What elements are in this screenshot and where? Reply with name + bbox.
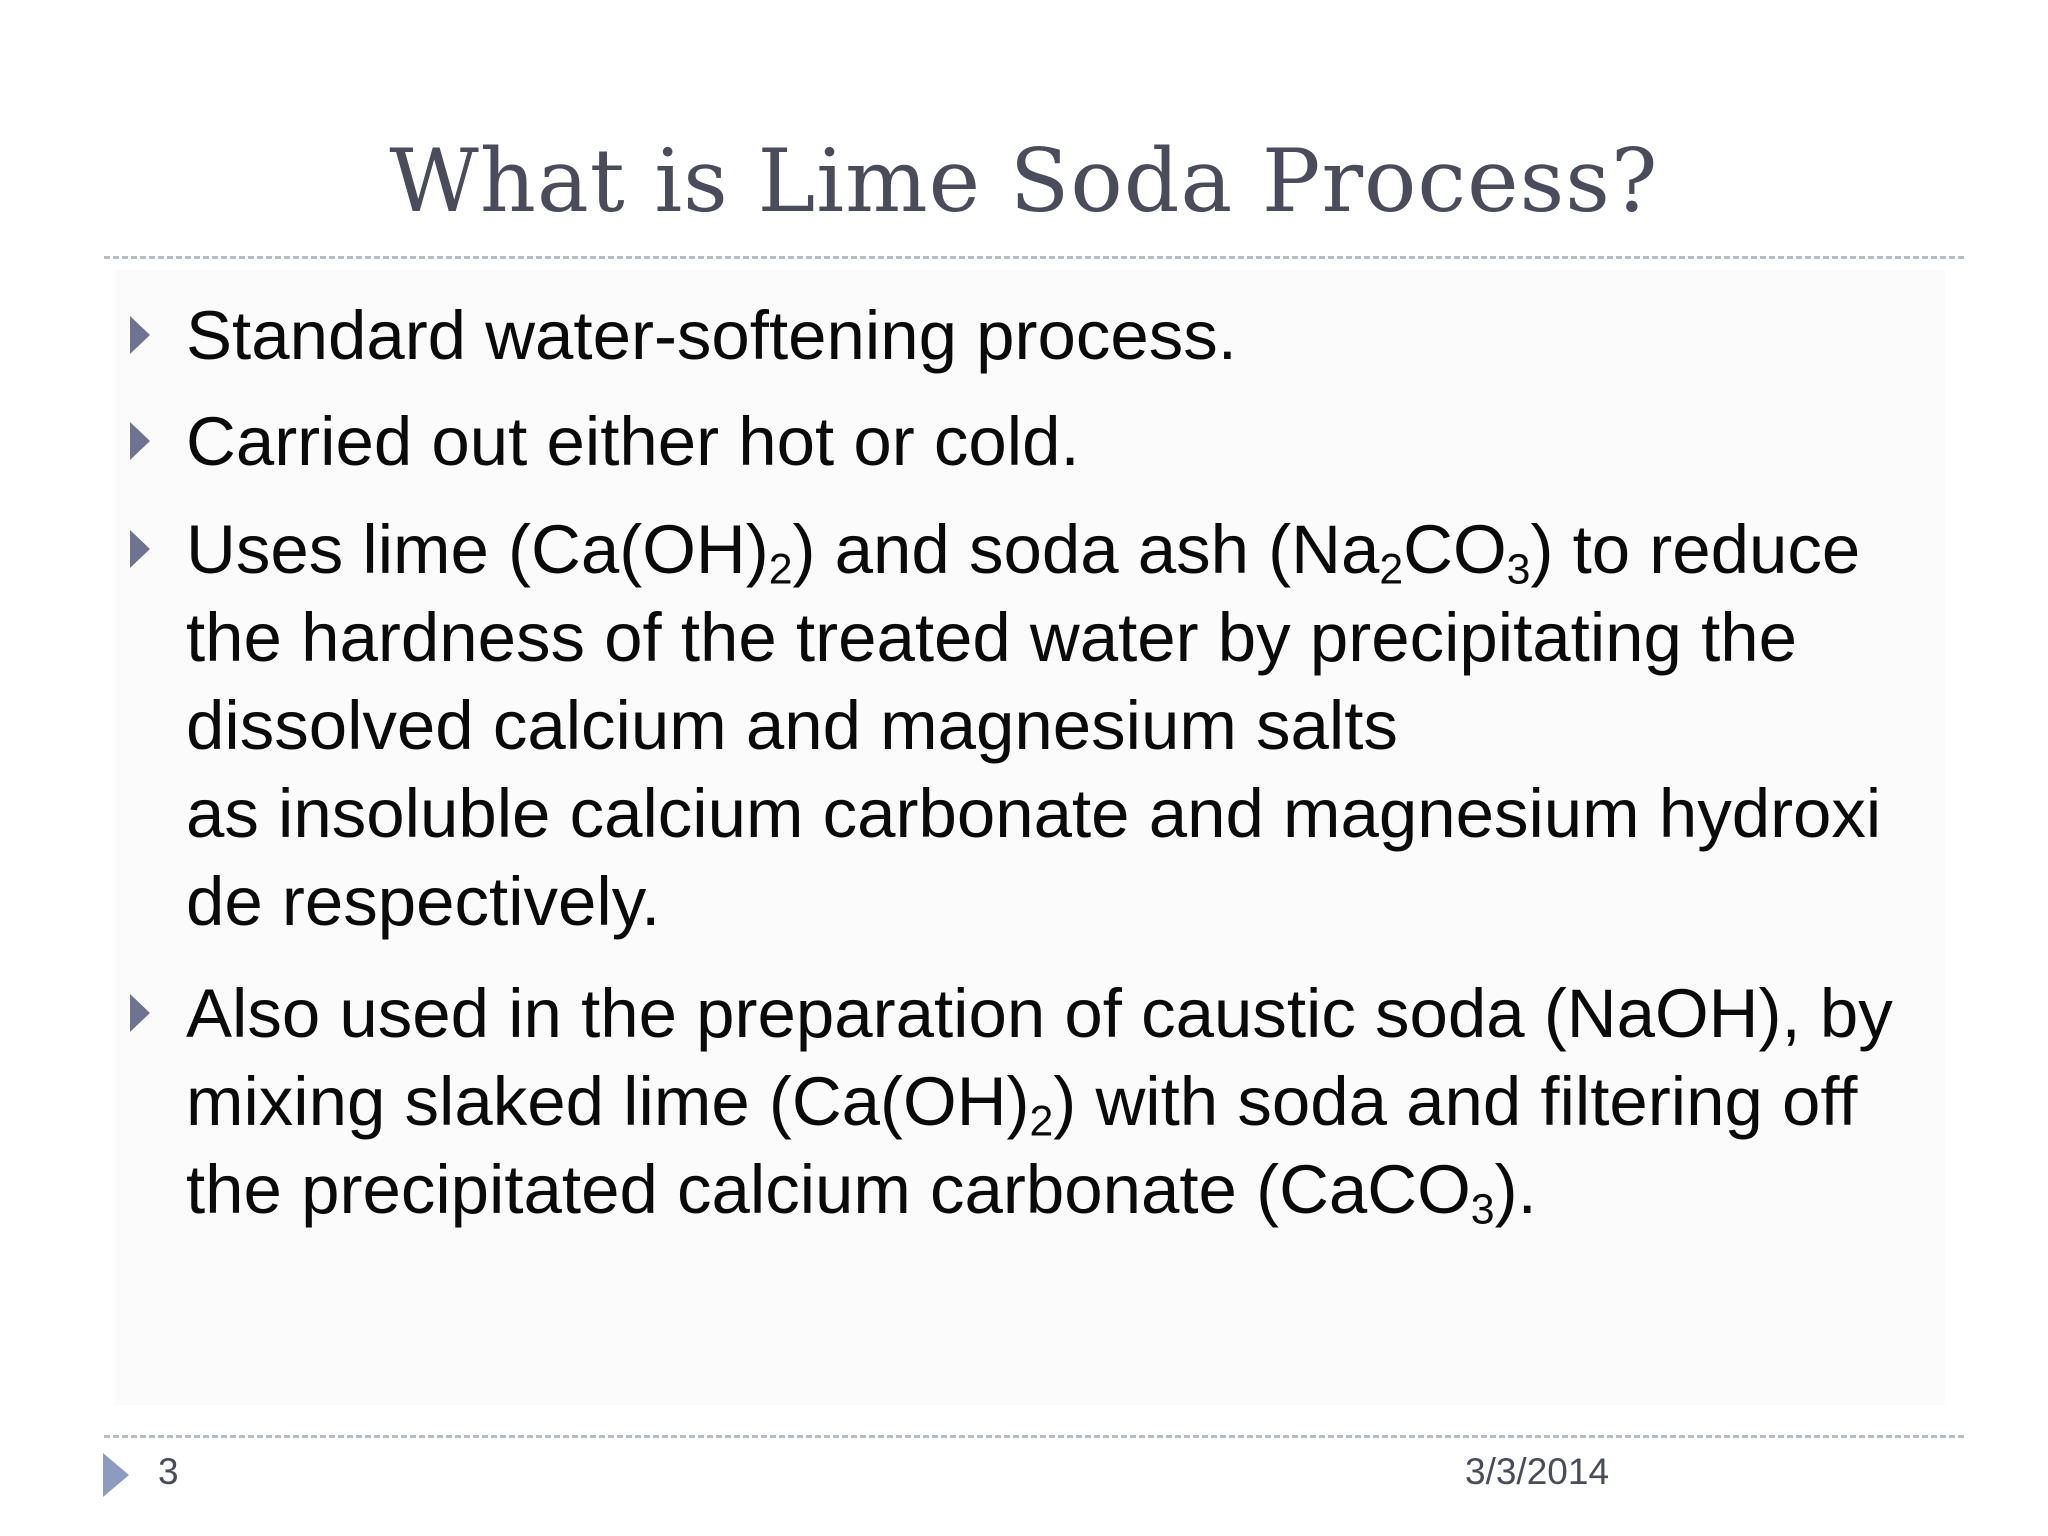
bullet-line: mixing slaked lime $(Ca(OH)_2)$ with soda and filtering off bbox=[186, 1063, 1858, 1146]
footer-arrow-icon bbox=[103, 1453, 129, 1497]
bullet-line: Standard water-softening process. bbox=[186, 297, 1237, 374]
bullet-line: as insoluble calcium carbonate and magnesium hydroxi bbox=[186, 775, 1882, 852]
subscript: 2 bbox=[1379, 545, 1404, 594]
subscript: 2 bbox=[1029, 1097, 1054, 1146]
bullet-text bbox=[186, 398, 2031, 486]
bullet-line: the precipitated calcium carbonate (CaCO$_3$). bbox=[186, 1151, 1537, 1234]
bullet-line: de respectively. bbox=[186, 863, 661, 940]
subscript: 3 bbox=[1470, 1185, 1495, 1234]
bullet-arrow-icon bbox=[130, 422, 150, 460]
footer-divider bbox=[104, 1435, 1964, 1438]
bullet-arrow-icon bbox=[130, 316, 150, 354]
bullet-arrow-icon bbox=[130, 994, 150, 1032]
bullet-text bbox=[186, 292, 2031, 380]
footer-date: 3/3/2014 bbox=[1465, 1451, 1610, 1492]
page-number: 3 bbox=[158, 1451, 179, 1492]
bullet-text bbox=[186, 970, 2031, 1234]
subscript: 2 bbox=[768, 545, 793, 594]
bullet-arrow-icon bbox=[130, 530, 150, 568]
bullet-line: the hardness of the treated water by precipitating the bbox=[186, 599, 1797, 676]
slide-title: What is Lime Soda Process? bbox=[389, 130, 1659, 232]
bullet-line: dissolved calcium and magnesium salts bbox=[186, 687, 1398, 764]
bullet-line: Also used in the preparation of caustic soda (NaOH), by bbox=[186, 975, 1893, 1052]
bullet-line: Carried out either hot or cold. bbox=[186, 403, 1080, 480]
subscript: 3 bbox=[1506, 545, 1531, 594]
bullet-line: Uses lime $(Ca(OH)_2)$ and soda ash $(Na_2CO_3)$ to reduce bbox=[186, 511, 1861, 594]
bullet-text bbox=[186, 506, 2031, 946]
